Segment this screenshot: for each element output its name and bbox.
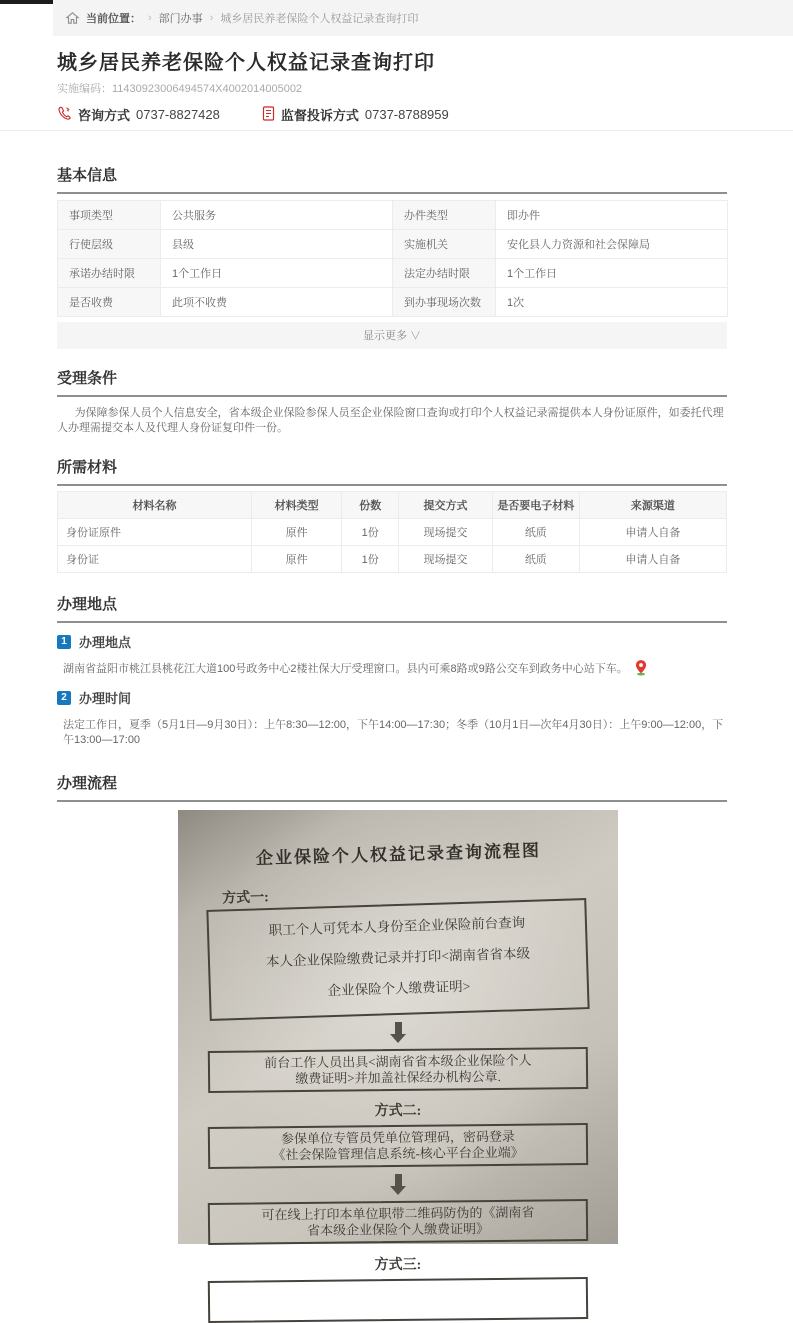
section-location [57,593,727,748]
basic-info-title: 基本信息 [57,164,727,194]
accept-conditions-title: 受理条件 [57,367,727,397]
show-more-button[interactable]: 显示更多 ∨ [57,322,727,349]
materials-header-row [58,492,727,519]
materials-title: 所需材料 [57,456,727,486]
consult-label: 咨询方式 [78,108,131,123]
flowchart-box-5 [208,1277,588,1323]
table-row [58,288,728,317]
number-badge: 1 [57,635,71,649]
info-value: 公共服务 [161,201,393,230]
material-cell: 身份证 [58,546,252,573]
column-header: 材料类型 [252,492,342,519]
info-label: 事项类型 [58,201,161,230]
material-cell: 1份 [342,519,399,546]
breadcrumb-location-label: 当前位置： [86,13,141,25]
material-cell: 纸质 [492,546,579,573]
home-icon[interactable] [66,12,79,24]
material-cell: 申请人自备 [579,519,726,546]
table-row [58,259,728,288]
column-header: 提交方式 [399,492,493,519]
flowchart-box-line: 本人企业保险缴费记录并打印<湖南省省本级 [265,945,531,970]
info-value: 1次 [496,288,728,317]
page-title: 城乡居民养老保险个人权益记录查询打印 [57,52,435,74]
flowchart-box-line: 参保单位专管员凭单位管理码，密码登录 [280,1128,515,1147]
section-basic-info [57,164,727,349]
main-content [57,36,727,1273]
flowchart-box-line: 企业保险个人缴费证明> [327,978,471,999]
location-address [63,662,727,677]
breadcrumb [53,0,793,36]
flowchart-box-2 [208,1047,588,1093]
info-value: 1个工作日 [161,259,393,288]
table-row [58,519,727,546]
phone-icon [57,106,72,124]
material-cell: 申请人自备 [579,546,726,573]
breadcrumb-separator: › [148,12,152,24]
contact-row [57,105,727,124]
table-row [58,201,728,230]
location-item-2 [57,688,727,707]
section-accept-conditions [57,367,727,436]
flowchart-box-line: 省本级企业保险个人缴费证明》 [306,1220,490,1238]
info-label: 实施机关 [393,230,496,259]
flow-arrow-icon [389,1174,407,1195]
flowchart-method2-label: 方式二: [374,1104,422,1119]
material-cell: 现场提交 [399,546,493,573]
flowchart-title: 企业保险个人权益记录查询流程图 [255,841,542,868]
number-badge: 2 [57,691,71,705]
map-pin-icon[interactable] [634,660,648,676]
material-cell: 现场提交 [399,519,493,546]
table-row [58,546,727,573]
location-address-text: 湖南省益阳市桃江县桃花江大道100号政务中心2楼社保大厅受理窗口。县内可乘8路或9路公交车到政务中心站下车。 [63,663,628,675]
flowchart-method3-label: 方式三: [374,1258,422,1273]
implementation-code-label: 实施编码： [57,83,112,95]
flowchart-photo [178,810,618,1273]
consult-phone: 0737-8827428 [136,107,220,122]
material-cell: 纸质 [492,519,579,546]
consult-contact [57,105,220,124]
flowchart-box-4 [208,1199,588,1245]
flowchart-method1-label: 方式一: [221,890,269,907]
location-item-label: 办理地点 [79,635,132,650]
office-hours-text: 法定工作日，夏季（5月1日—9月30日）：上午8:30—12:00，下午14:00—17:30；冬季（10月1日—次年4月30日）：上午9:00—12:00，下午13:00—17:00 [63,719,724,746]
flowchart-box-line: 职工个人可凭本人身份至企业保险前台查询 [268,914,526,939]
info-label: 承诺办结时限 [58,259,161,288]
location-title: 办理地点 [57,593,727,623]
location-item-1 [57,632,727,651]
flowchart-box-line: 前台工作人员出具<湖南省省本级企业保险个人 [264,1052,532,1071]
info-value: 安化县人力资源和社会保障局 [496,230,728,259]
column-header: 来源渠道 [579,492,726,519]
column-header: 份数 [342,492,399,519]
materials-table [57,491,727,573]
flowchart-box-line: 缴费证明>并加盖社保经办机构公章. [295,1068,501,1086]
flow-arrow-icon [389,1022,407,1043]
info-label: 是否收费 [58,288,161,317]
info-label: 法定办结时限 [393,259,496,288]
complaint-book-icon [262,106,275,124]
section-materials [57,456,727,573]
complaint-label: 监督投诉方式 [280,108,359,123]
info-label: 行使层级 [58,230,161,259]
location-item-label: 办理时间 [79,691,132,706]
column-header: 材料名称 [58,492,252,519]
accept-conditions-text: 为保障参保人员个人信息安全，省本级企业保险参保人员至企业保险窗口查询或打印个人权益记录需提供本人身份证原件，如委托代理人办理需提交本人及代理人身份证复印件一份。 [57,407,724,434]
breadcrumb-link-department[interactable]: 部门办事 [158,13,203,25]
implementation-code-value: 11430923006494574X4002014005002 [112,83,303,95]
column-header: 是否要电子材料 [492,492,579,519]
section-process [57,772,727,1273]
flowchart-box-3 [208,1123,588,1169]
basic-info-table [57,200,728,317]
flowchart-box-line: 可在线上打印本单位职带二维码防伪的《湖南省 [261,1204,535,1223]
flowchart-box-1 [206,898,589,1021]
implementation-code [57,80,727,96]
material-cell: 原件 [252,546,342,573]
complaint-phone: 0737-8788959 [364,107,449,122]
process-title: 办理流程 [57,772,727,802]
info-value: 此项不收费 [161,288,393,317]
table-row [58,230,728,259]
info-value: 1个工作日 [496,259,728,288]
complaint-contact [262,105,449,124]
breadcrumb-separator: › [209,12,214,24]
info-value: 即办件 [496,201,728,230]
material-cell: 身份证原件 [58,519,252,546]
info-value: 县级 [161,230,393,259]
breadcrumb-current-page: 城乡居民养老保险个人权益记录查询打印 [220,13,419,25]
top-edge-strip [0,0,53,4]
material-cell: 原件 [252,519,342,546]
info-label: 办件类型 [393,201,496,230]
info-label: 到办事现场次数 [393,288,496,317]
flowchart-box-line: 《社会保险管理信息系统-核心平台企业端》 [272,1144,524,1162]
material-cell: 1份 [342,546,399,573]
